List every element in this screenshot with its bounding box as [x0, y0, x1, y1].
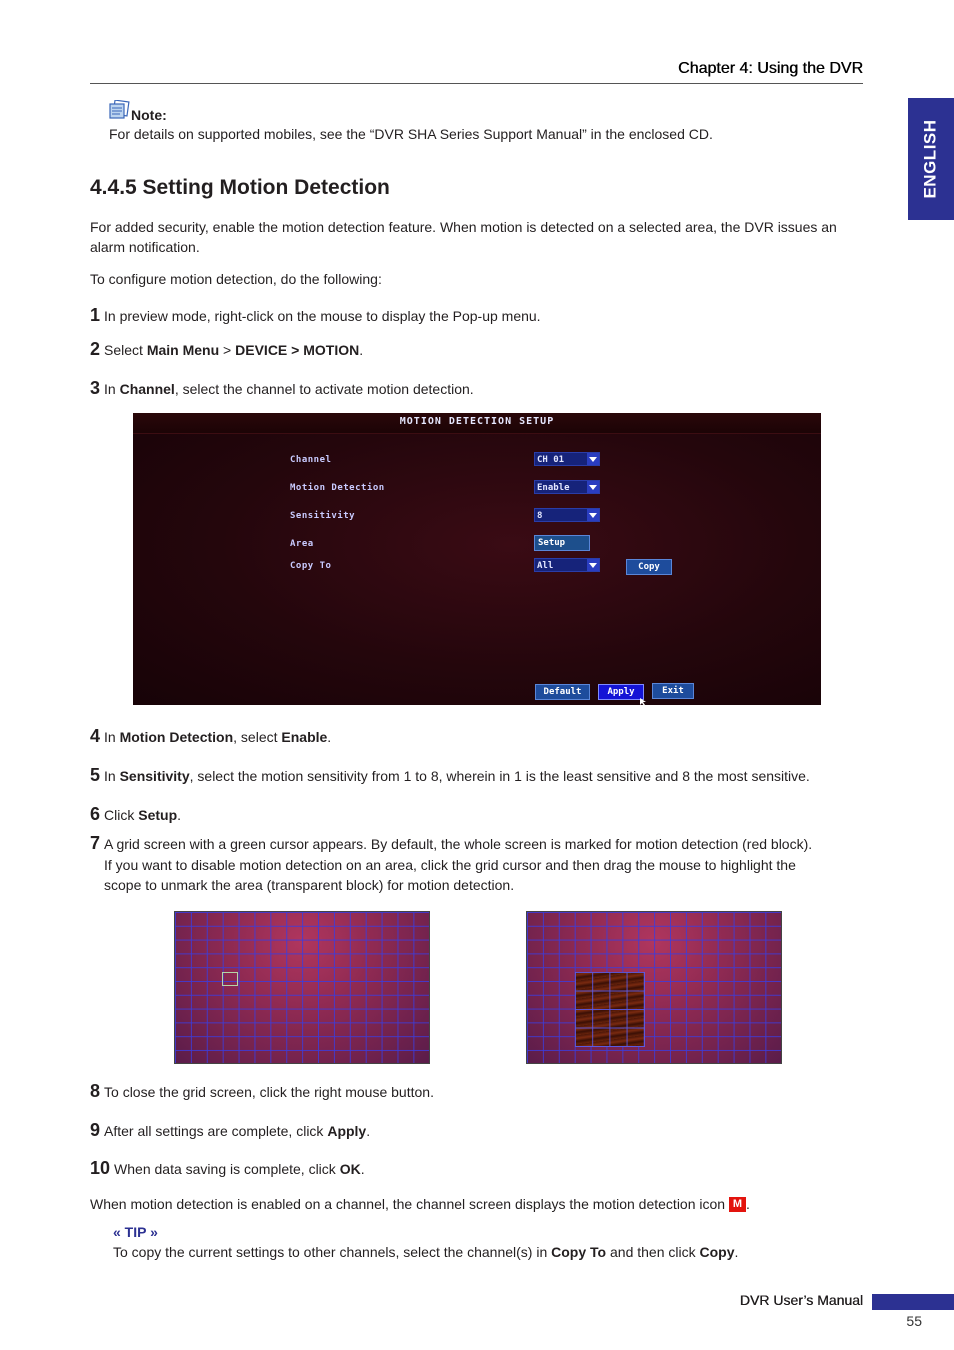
language-tab-label: ENGLISH [921, 119, 940, 199]
step-text: Select [104, 342, 147, 358]
chevron-down-icon[interactable] [587, 481, 599, 493]
default-button[interactable]: Default [535, 684, 590, 700]
step-text: . [327, 729, 332, 745]
step-number: 4 [90, 726, 101, 746]
copy-button[interactable]: Copy [626, 559, 672, 575]
chevron-down-icon[interactable] [587, 453, 599, 465]
section-title: 4.4.5 Setting Motion Detection [90, 176, 390, 199]
step-3 [90, 378, 474, 399]
channel-select[interactable] [534, 452, 600, 466]
tip-text-part: and then click [606, 1244, 700, 1260]
step-number: 9 [90, 1120, 101, 1140]
step-text: In preview mode, right-click on the mouse to display the Pop-up menu. [104, 308, 541, 324]
section-intro: For added security, enable the motion detection feature. When motion is detected on a selected area, the DVR issues an alarm notification. [90, 219, 837, 255]
motion-detection-label: Motion Detection [290, 483, 385, 493]
footer-accent-bar [872, 1294, 954, 1310]
step-bold: OK [339, 1161, 361, 1177]
unmarked-area-grid [575, 972, 645, 1047]
sensitivity-select[interactable] [534, 508, 600, 522]
step-text: . [177, 807, 182, 823]
chevron-down-icon[interactable] [587, 559, 599, 571]
step-text: In [104, 729, 120, 745]
step-text: . [360, 1161, 365, 1177]
step-bold: Apply [327, 1123, 367, 1139]
sensitivity-label: Sensitivity [290, 511, 356, 521]
step-number: 7 [90, 833, 101, 853]
step-number: 6 [90, 804, 101, 824]
motion-grid [527, 912, 781, 1063]
step-number: 2 [90, 339, 101, 359]
note-label: Note: [131, 107, 167, 123]
tip-text-part: To copy the current settings to other channels, select the channel(s) in [113, 1244, 552, 1260]
grid-screen-default-screenshot [174, 911, 430, 1064]
step-number: 8 [90, 1081, 101, 1101]
copy-to-select[interactable] [534, 558, 600, 572]
step-text: , select the channel to activate motion detection. [174, 381, 474, 397]
step-number: 10 [90, 1158, 111, 1178]
closing-paragraph [90, 1194, 750, 1214]
step-bold: Sensitivity [119, 768, 190, 784]
step-number: 1 [90, 305, 101, 325]
step-text: , select [233, 729, 282, 745]
header-divider [90, 83, 863, 84]
sensitivity-value: 8 [537, 511, 543, 521]
note-text: For details on supported mobiles, see the “DVR SHA Series Support Manual” in the enclosed CD. [109, 126, 713, 142]
step-bold: Main Menu [146, 342, 220, 358]
closing-text: When motion detection is enabled on a channel, the channel screen displays the motion detection icon [90, 1196, 726, 1212]
note-icon [108, 100, 130, 120]
step-number: 5 [90, 765, 101, 785]
grid-screen-unmarked-screenshot [526, 911, 782, 1064]
step-4 [90, 726, 331, 747]
step-7-line-3: scope to unmark the area (transparent block) for motion detection. [104, 877, 515, 893]
setup-button[interactable]: Setup [534, 535, 590, 551]
motion-grid [175, 912, 429, 1063]
step-text: . [359, 342, 364, 358]
step-text: A grid screen with a green cursor appears. By default, the whole screen is marked for motion detection (red block). [104, 836, 813, 852]
step-7-line-2: If you want to disable motion detection on an area, click the grid cursor and then drag the mouse to highlight the [104, 857, 796, 873]
step-bold: Channel [119, 381, 175, 397]
channel-value: CH 01 [537, 455, 565, 465]
step-text: When data saving is complete, click [114, 1161, 340, 1177]
tip-text [113, 1242, 738, 1262]
step-bold: Motion Detection [119, 729, 234, 745]
chapter-title: Chapter 4: Using the DVR [678, 60, 863, 77]
step-1 [90, 305, 541, 326]
exit-button[interactable]: Exit [652, 683, 694, 699]
step-9 [90, 1120, 370, 1141]
apply-button[interactable]: Apply [598, 684, 644, 700]
step-10 [90, 1158, 365, 1179]
step-8 [90, 1081, 434, 1102]
grid-cursor [222, 972, 238, 986]
step-text: . [366, 1123, 371, 1139]
tip-text-part: . [734, 1244, 739, 1260]
step-7 [90, 833, 812, 854]
step-text: To close the grid screen, click the right mouse button. [104, 1084, 434, 1100]
step-text: In [104, 381, 120, 397]
dvr-title: MOTION DETECTION SETUP [399, 416, 555, 427]
step-text: , select the motion sensitivity from 1 to 8, wherein in 1 is the least sensitive and 8 the most sensitive. [189, 768, 810, 784]
step-text: Click [104, 807, 139, 823]
motion-detection-select[interactable] [534, 480, 600, 494]
area-label: Area [290, 539, 314, 549]
step-text: > [219, 342, 236, 358]
step-text: After all settings are complete, click [104, 1123, 328, 1139]
channel-label: Channel [290, 455, 332, 465]
copy-to-value: All [537, 561, 554, 571]
step-6 [90, 804, 181, 825]
motion-detection-icon: M [729, 1197, 746, 1212]
step-number: 3 [90, 378, 101, 398]
tip-bold: Copy To [551, 1244, 607, 1260]
step-5 [90, 765, 810, 786]
step-bold: DEVICE > MOTION [235, 342, 360, 358]
chevron-down-icon[interactable] [587, 509, 599, 521]
step-text: In [104, 768, 120, 784]
tip-bold: Copy [699, 1244, 735, 1260]
configure-text: To configure motion detection, do the following: [90, 271, 382, 287]
tip-label: « TIP » [113, 1224, 158, 1240]
mouse-pointer-icon [639, 697, 649, 705]
language-tab [908, 98, 954, 220]
step-bold: Setup [138, 807, 178, 823]
copy-to-label: Copy To [290, 561, 332, 571]
motion-detection-setup-screenshot [133, 413, 821, 705]
page-number: 55 [906, 1313, 922, 1329]
step-2 [90, 339, 363, 360]
step-bold: Enable [281, 729, 328, 745]
footer-manual-title: DVR User’s Manual [739, 1292, 863, 1308]
motion-detection-value: Enable [537, 483, 570, 493]
closing-period: . [745, 1196, 750, 1212]
